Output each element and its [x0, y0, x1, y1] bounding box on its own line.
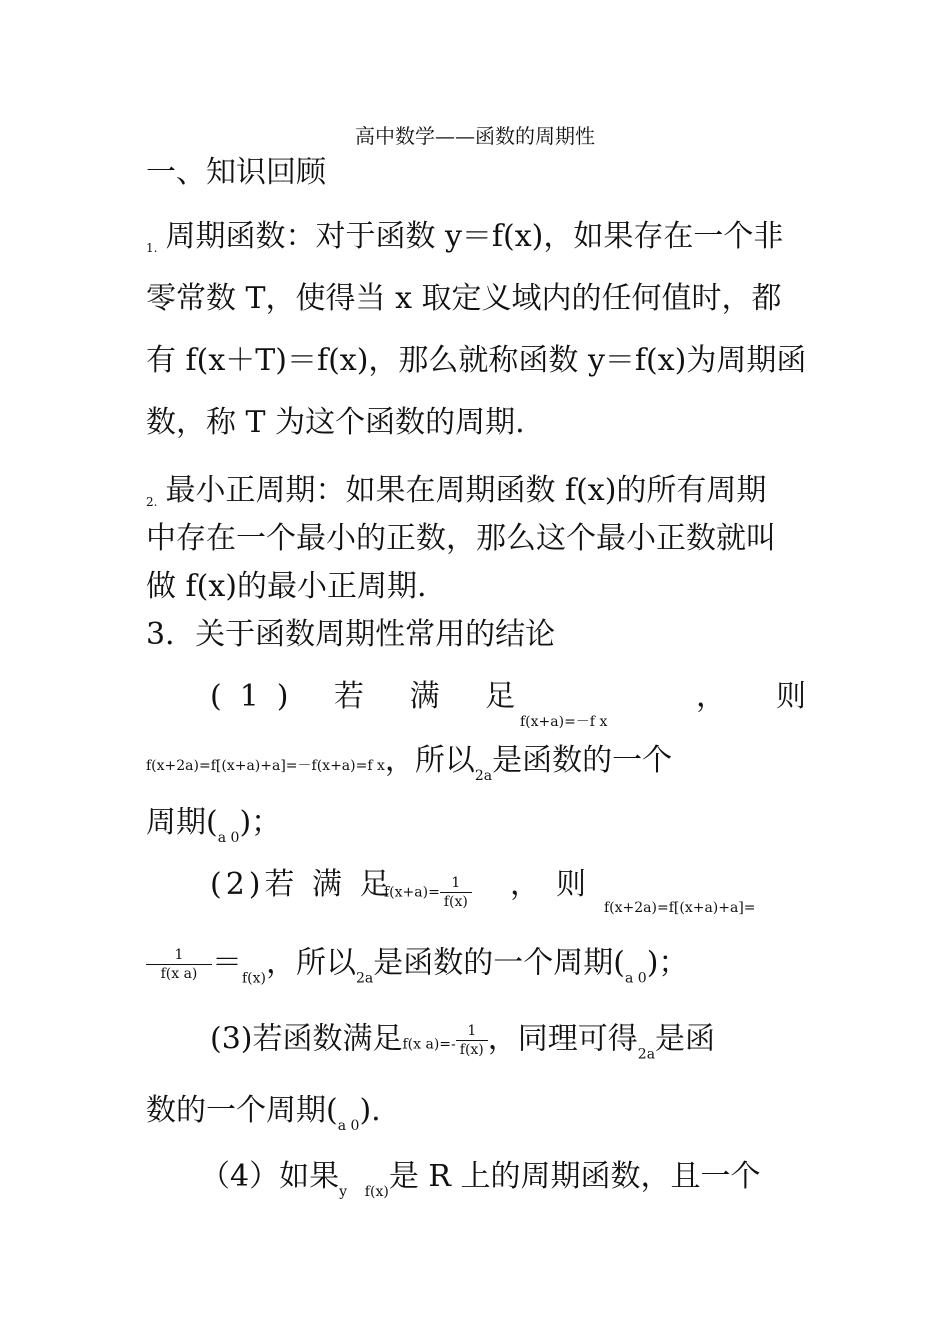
fraction: $\frac{1}{f(x)}$ — [456, 1022, 488, 1059]
paragraph-1-line-2: 零常数 T，使得当 x 取定义域内的任何值时，都 — [146, 281, 782, 316]
paragraph-1-line-1: $_{1.}$ 周期函数：对于函数 y＝f(x)，如果存在一个非 — [146, 219, 784, 255]
paragraph-2-line-3: 做 f(x)的最小正周期. — [146, 569, 427, 604]
item-2-formula-1: f(x+a)= $\frac{1}{f(x)}$ — [384, 874, 472, 911]
item-3-line-1: (3)若函数满足f(x a)=- $\frac{1}{f(x)}$ ，同理可得$_{2a}$是函 — [210, 1021, 716, 1063]
page-title: 高中数学——函数的周期性 — [355, 124, 595, 148]
paragraph-1-line-4: 数，称 T 为这个函数的周期. — [146, 405, 525, 440]
item-1-line-3: 周期$(_{a 0})$； — [146, 805, 282, 846]
item-1-comma: ， — [696, 679, 726, 714]
item-1-line-2: f(x+2a)=f[(x+a)+a]=－f(x+a)=f x，所以$_{2a}$是函数的一个 — [146, 743, 673, 784]
fraction: $\frac{1}{f(x)}$ — [440, 874, 472, 911]
item-2-comma: ， — [510, 867, 540, 902]
fraction: $\frac{1}{\text{f(x a)}}$ — [146, 946, 212, 983]
item-2-then: 则 — [556, 867, 586, 902]
item-3-line-2: 数的一个周期$(_{a 0})$. — [146, 1093, 381, 1134]
item-2-line-2: $\frac{1}{\text{f(x a)}}$ $=_{f(x)}$，所以$_{2a}$是函数的一个周期$(_{a 0})$； — [146, 946, 688, 996]
paragraph-1-line-3: 有 f(x＋T)＝f(x)，那么就称函数 y＝f(x)为周期函 — [146, 343, 807, 378]
item-number: 1. — [146, 241, 158, 255]
conclusions-heading: 3．关于函数周期性常用的结论 — [146, 617, 556, 652]
item-2-formula-2: f(x+2a)=f[(x+a)+a]= — [604, 900, 756, 916]
item-number: 2. — [146, 495, 158, 509]
item-1-line-1: (1) 若 满 足 — [210, 679, 534, 714]
item-1-then: 则 — [776, 679, 806, 714]
paragraph-2-line-2: 中存在一个最小的正数，那么这个最小正数就叫 — [146, 521, 776, 556]
item-1-formula-1: f(x+a)=－f x — [520, 714, 608, 730]
paragraph-2-line-1: $_{2.}$ 最小正周期：如果在周期函数 f(x)的所有周期 — [146, 473, 767, 509]
item-4-line-1: （4）如果$_{y f(x)}$是 R 上的周期函数，且一个 — [200, 1159, 761, 1200]
section-heading: 一、知识回顾 — [146, 155, 326, 190]
item-2-line-1: (2)若 满 足 — [210, 867, 394, 902]
